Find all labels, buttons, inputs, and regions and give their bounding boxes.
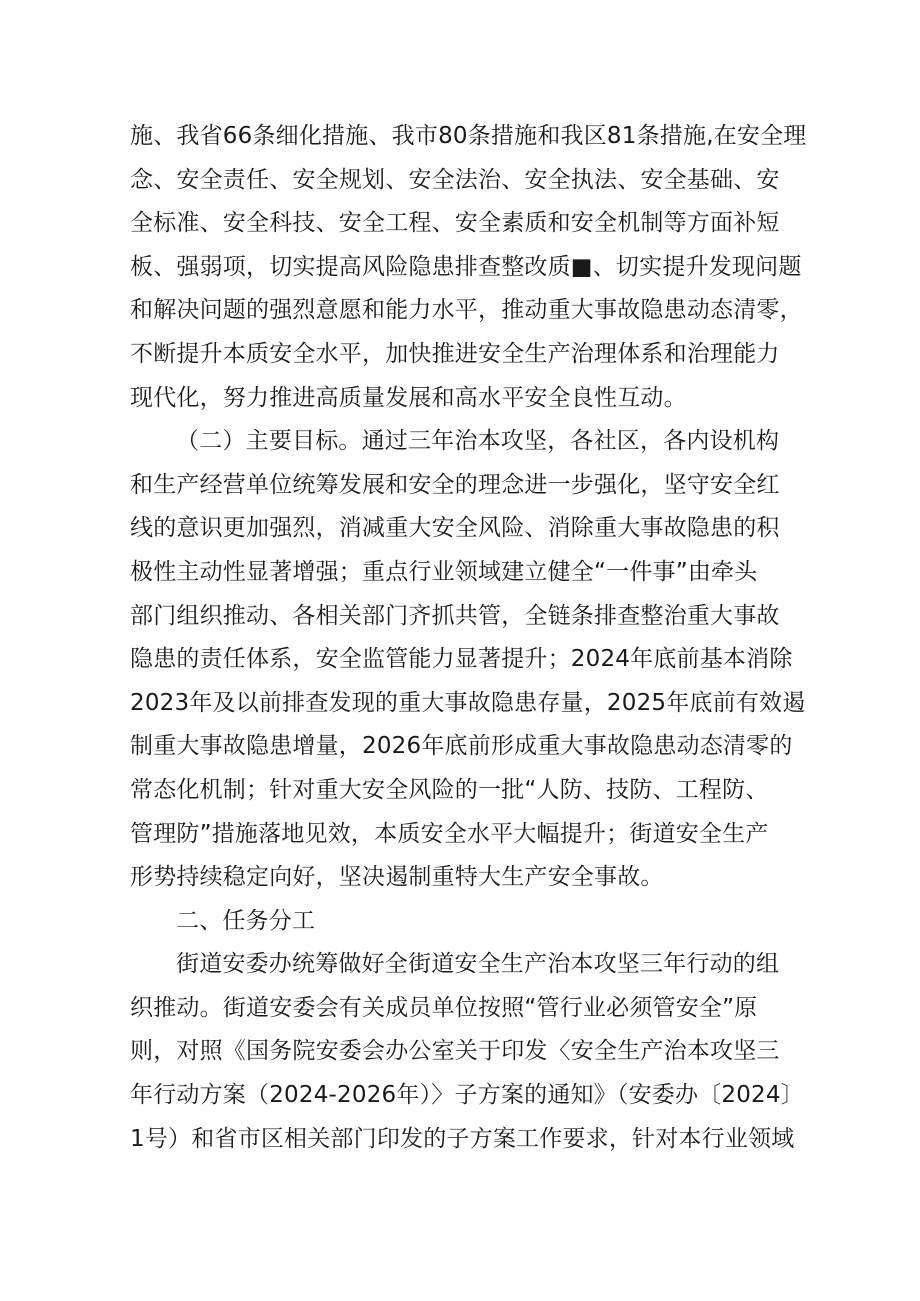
document-body	[130, 115, 810, 1161]
section-heading: 二、任务分工	[176, 907, 316, 934]
text-line: 形势持续稳定向好，坚决遏制重特大生产安全事故。	[130, 864, 664, 891]
text-line: 现代化，努力推进高质量发展和高水平安全良性互动。	[130, 384, 687, 411]
text-line: 制重大事故隐患增量，2026年底前形成重大事故隐患动态清零的	[130, 733, 793, 760]
paragraph-main-goals	[130, 420, 810, 900]
text-line: （二）主要目标。通过三年治本攻坚，各社区，各内设机构	[176, 428, 780, 455]
text-line: 1号）和省市区相关部门印发的子方案工作要求，针对本行业领域	[130, 1125, 795, 1152]
text-line: 全标准、安全科技、安全工程、安全素质和安全机制等方面补短	[130, 210, 780, 237]
text-line: 念、安全责任、安全规划、安全法治、安全执法、安全基础、安	[130, 166, 780, 193]
text-line: 街道安委办统筹做好全街道安全生产治本攻坚三年行动的组	[176, 951, 780, 978]
text-line: 板、强弱项，切实提高风险隐患排查整改质■、切实提升发现问题	[130, 253, 802, 280]
text-line: 部门组织推动、各相关部门齐抓共管，全链条排查整治重大事故	[130, 602, 780, 629]
text-line: 年行动方案（2024-2026年）〉子方案的通知》（安委办〔2024〕	[130, 1082, 804, 1109]
text-line: 和解决问题的强烈意愿和能力水平，推动重大事故隐患动态清零，	[130, 297, 803, 324]
text-line: 织推动。街道安委会有关成员单位按照“管行业必须管安全”原	[130, 994, 758, 1021]
text-line: 2023年及以前排查发现的重大事故隐患存量，2025年底前有效遏	[130, 689, 806, 716]
text-line: 施、我省66条细化措施、我市80条措施和我区81条措施,在安全理	[130, 123, 807, 149]
text-line: 不断提升本质安全水平，加快推进安全生产治理体系和治理能力	[130, 340, 780, 367]
text-line: 线的意识更加强烈，消减重大安全风险、消除重大事故隐患的积	[130, 515, 780, 542]
section-heading-task-division	[130, 900, 810, 944]
text-line: 常态化机制；针对重大安全风险的一批“人防、技防、工程防、	[130, 776, 769, 803]
text-line: 极性主动性显著增强；重点行业领域建立健全“一件事”由牵头	[130, 558, 758, 585]
text-line: 隐患的责任体系，安全监管能力显著提升；2024年底前基本消除	[130, 646, 793, 673]
paragraph-measures-summary	[130, 115, 810, 420]
text-line: 管理防”措施落地见效，本质安全水平大幅提升；街道安全生产	[130, 820, 769, 847]
text-line: 则，对照《国务院安委会办公室关于印发〈安全生产治本攻坚三	[130, 1038, 780, 1065]
paragraph-task-division	[130, 943, 810, 1161]
text-line: 和生产经营单位统筹发展和安全的理念进一步强化，坚守安全红	[130, 471, 780, 498]
